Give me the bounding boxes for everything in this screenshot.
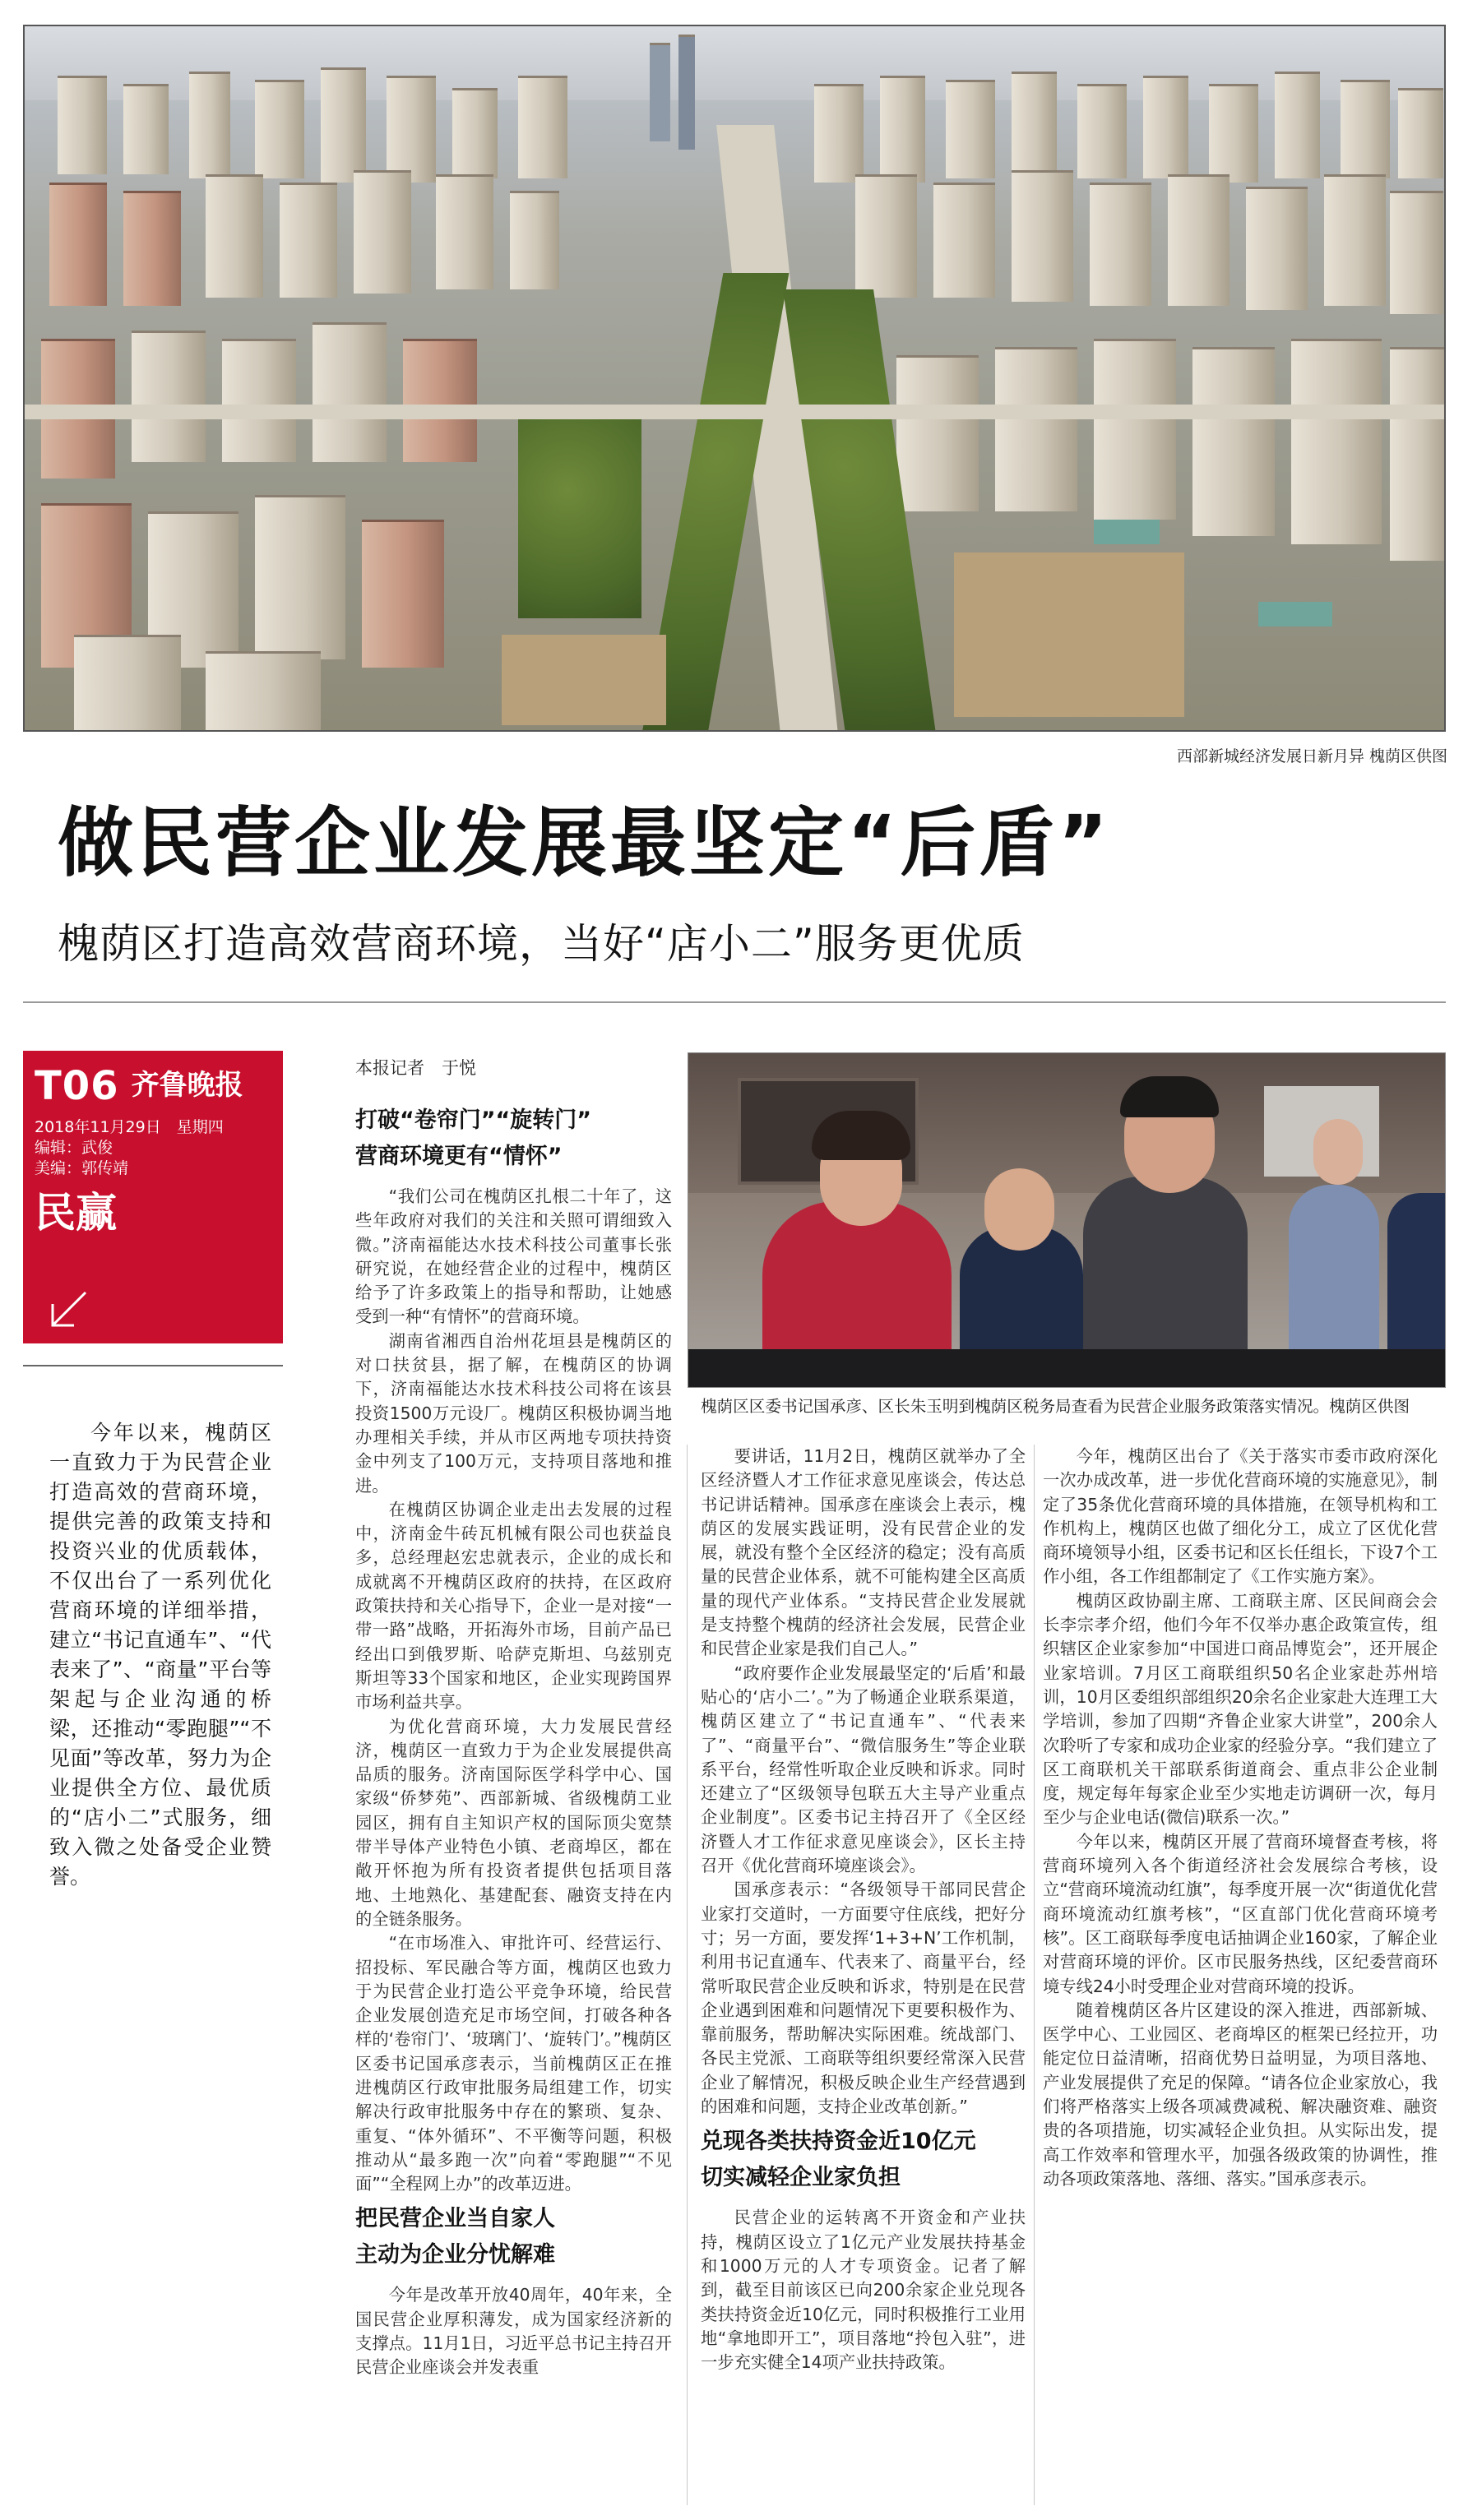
byline: 本报记者 于悦 bbox=[355, 1058, 476, 1078]
column-rule bbox=[1034, 1445, 1035, 2505]
person-face bbox=[984, 1168, 1054, 1251]
building bbox=[1168, 174, 1230, 306]
subheading: 打破“卷帘门”“旋转门” 营商环境更有“情怀” bbox=[355, 1107, 591, 1169]
construction-site bbox=[954, 553, 1184, 717]
building bbox=[1192, 347, 1275, 536]
paragraph: 今年以来，槐荫区开展了营商环境督查考核，将营商环境列入各个街道经济社会发展综合考核，设立“营商环境流动红旗”，每季度开展一次“街道优化营商环境流动红旗考核”，“区直部门优化营商环境考核”。区工商联每季度电话抽调企业160家，了解企业对营商环境的评价。区市民服务热线，区纪委营商环境专线24小时受理企业对营商环境的投诉。 bbox=[1043, 1831, 1438, 1996]
paragraph: 在槐荫区协调企业走出去发展的过程中，济南金牛砖瓦机械有限公司也获益良多，总经理赵宏忠就表示，企业的成长和成就离不开槐荫区政府的扶持，在区政府政策扶持和关心指导下，企业一是对接“一带一路”战略，开拓海外市场，目前产品已经出口到俄罗斯、哈萨克斯坦、乌兹别克斯坦等33个国家和地区，企业实现跨国界市场利益共享。 bbox=[355, 1499, 672, 1713]
person-hair bbox=[1120, 1076, 1219, 1117]
subheading: 把民营企业当自家人 主动为企业分忧解难 bbox=[355, 2206, 555, 2268]
paragraph: 要讲话，11月2日，槐荫区就举办了全区经济暨人才工作征求意见座谈会，传达总书记讲话精神。国承彦在座谈会上表示，槐荫区的发展实践证明，没有民营企业的发展，就没有整个全区经济的稳定；没有高质量的民营企业体系，就不可能构建全区高质量的现代产业体系。“支持民营企业发展就是支持整个槐荫的经济社会发展，民营企业和民营企业家是我们自己人。” bbox=[701, 1446, 1026, 1659]
building bbox=[49, 183, 107, 306]
building bbox=[452, 88, 498, 178]
newspaper-name: 齐鲁晚报 bbox=[131, 1069, 243, 1102]
building bbox=[132, 331, 206, 462]
article-column-1 bbox=[355, 1098, 672, 2504]
photo-credit: 西部新城经济发展日新月异 槐荫区供图 bbox=[1176, 747, 1447, 765]
paragraph: 今年是改革开放40周年，40年来，全国民营企业厚积薄发，成为国家经济新的支撑点。11月1日，习近平总书记主持召开民营企业座谈会并发表重 bbox=[355, 2285, 672, 2378]
building bbox=[255, 495, 345, 659]
building bbox=[933, 183, 995, 298]
building bbox=[855, 174, 917, 298]
building bbox=[189, 72, 230, 178]
building bbox=[362, 520, 444, 668]
building bbox=[1077, 84, 1127, 178]
section-name: 民赢 bbox=[35, 1189, 117, 1237]
designer: 美编：郭传靖 bbox=[35, 1159, 129, 1177]
site-roof bbox=[1258, 602, 1332, 627]
headline: 做民营企业发展最坚定“后盾” bbox=[58, 799, 1111, 887]
building bbox=[354, 170, 411, 294]
photo-counter bbox=[688, 1349, 1445, 1388]
building bbox=[436, 174, 493, 289]
divider bbox=[23, 1001, 1446, 1003]
building bbox=[222, 339, 296, 462]
person-face bbox=[1313, 1119, 1363, 1185]
arrow-down-left-icon bbox=[48, 1289, 89, 1330]
issue-date: 2018年11月29日 星期四 bbox=[35, 1118, 224, 1136]
building bbox=[995, 347, 1077, 511]
column-rule bbox=[687, 1445, 688, 2505]
building bbox=[280, 183, 337, 298]
section-header bbox=[23, 1051, 283, 1343]
person-hair bbox=[812, 1111, 910, 1160]
building bbox=[1143, 76, 1188, 178]
building bbox=[1390, 191, 1443, 314]
paragraph: “在市场准入、审批许可、经营运行、招投标、军民融合等方面，槐荫区也致力于为民营企业打造公平竞争环境，给民营企业发展创造充足市场空间，打破各种各样的‘卷帘门’、‘玻璃门’、‘旋转门’。”槐荫区区委书记国承彦表示，当前槐荫区正在推进槐荫区行政审批服务局组建工作，切实解决行政审批服务中存在的繁琐、复杂、重复、“体外循环”、不平衡等问题，积极推动从“最多跑一次”向着“零跑腿”“不见面”“全程网上办”的改革迈进。 bbox=[355, 1933, 672, 2194]
building bbox=[123, 191, 181, 306]
building bbox=[896, 355, 979, 511]
tower bbox=[650, 43, 670, 141]
officials-photo bbox=[688, 1052, 1446, 1388]
building bbox=[946, 80, 995, 178]
city-aerial-photo bbox=[23, 25, 1446, 732]
building bbox=[1246, 187, 1308, 310]
paragraph: 为优化营商环境，大力发展民营经济，槐荫区一直致力于为企业发展提供高品质的服务。济南国际医学科学中心、国家级“侨梦苑”、西部新城、省级槐荫工业园区，拥有自主知识产权的国际顶尖宽禁带半导体产业特色小镇、老商埠区，都在敞开怀抱为所有投资者提供包括项目落地、土地熟化、基建配套、融资支持在内的全链条服务。 bbox=[355, 1716, 672, 1929]
divider bbox=[23, 1365, 283, 1366]
paragraph: 随着槐荫区各片区建设的深入推进，西部新城、医学中心、工业园区、老商埠区的框架已经拉开，功能定位日益清晰，招商优势日益明显，为项目落地、产业发展提供了充足的保障。“请各位企业家放心，我们将严格落实上级各项减费减税、解决融资难、融资贵的各项措施，切实减轻企业负担。从实际出发，提高工作效率和管理水平，加强各级政策的协调性，推动各项政策落地、落细、落实。”国承彦表示。 bbox=[1043, 2000, 1438, 2189]
building bbox=[321, 67, 366, 183]
building bbox=[58, 76, 107, 174]
building bbox=[1094, 339, 1176, 520]
building bbox=[387, 76, 436, 183]
building bbox=[510, 191, 559, 289]
building bbox=[206, 174, 263, 298]
subheading: 兑现各类扶持资金近10亿元 切实减轻企业家负担 bbox=[701, 2129, 976, 2191]
building bbox=[814, 84, 864, 183]
building bbox=[255, 80, 304, 178]
building bbox=[1291, 339, 1382, 544]
cross-road bbox=[25, 405, 1446, 419]
paragraph: 湖南省湘西自治州花垣县是槐荫区的对口扶贫县，据了解，在槐荫区的协调下，济南福能达水技术科技公司将在该县投资1500万元设厂。槐荫区积极协调当地办理相关手续，并从市区两地专项扶持资金中列支了100万元，支持项目落地和推进。 bbox=[355, 1330, 672, 1496]
building bbox=[123, 84, 169, 174]
building bbox=[1209, 84, 1258, 183]
article-column-2 bbox=[701, 1445, 1026, 2505]
paragraph: “政府要作企业发展最坚定的‘后盾’和最贴心的‘店小二’。”为了畅通企业联系渠道，槐荫区建立了“书记直通车”、“代表来了”、“商量平台”、“微信服务生”等企业联系平台，经常性听取企业反映和诉求。同时还建立了“区级领导包联五大主导产业重点企业制度”。区委书记主持召开了《全区经济暨人才工作征求意见座谈会》，区长主持召开《优化营商环境座谈会》。 bbox=[701, 1662, 1026, 1876]
building bbox=[403, 339, 477, 462]
paragraph: 民营企业的运转离不开资金和产业扶持，槐荫区设立了1亿元产业发展扶持基金和1000万元的人才专项资金。记者了解到，截至目前该区已向200余家企业兑现各类扶持资金近10亿元，同时积极推行工业用地“拿地即开工”，项目落地“拎包入驻”，进一步充实健全14项产业扶持政策。 bbox=[701, 2208, 1026, 2373]
building bbox=[313, 322, 387, 462]
building bbox=[1341, 80, 1390, 178]
building bbox=[1012, 170, 1073, 302]
subheadline: 槐荫区打造高效营商环境，当好“店小二”服务更优质 bbox=[58, 920, 1025, 968]
construction-site bbox=[502, 635, 666, 725]
building bbox=[206, 651, 321, 732]
building bbox=[1390, 347, 1446, 561]
paragraph: 槐荫区政协副主席、工商联主席、区民间商会会长李宗孝介绍，他们今年不仅举办惠企政策宣传，组织辖区企业家参加“中国进口商品博览会”，还开展企业家培训。7月区工商联组织50名企业家赴苏州培训，10月区委组织部组织20余名企业家赴大连理工大学培训，参加了四期“齐鲁企业家大讲堂”，200余人次聆听了专家和成功企业家的经验分享。“我们建立了区工商联机关干部联系街道商会、重点非公企业制度，规定每年每家企业至少实地走访调研一次，每月至少与企业电话(微信)联系一次。” bbox=[1043, 1590, 1438, 1828]
article-column-3 bbox=[1043, 1445, 1438, 2505]
editor: 编辑：武俊 bbox=[35, 1139, 113, 1157]
building bbox=[74, 635, 181, 732]
paragraph: 国承彦表示：“各级领导干部同民营企业家打交道时，一方面要守住底线，把好分寸；另一方面，要发挥‘1+3+N’工作机制，利用书记直通车、代表来了、商量平台，经常听取民营企业反映和诉求，特别是在民营企业遇到困难和问题情况下更要积极作为、靠前服务，帮助解决实际困难。统战部门、各民主党派、工商联等组织要经常深入民营企业了解情况，积极反映企业生产经营遇到的困难和问题，支持企业改革创新。” bbox=[701, 1880, 1026, 2117]
paragraph: “我们公司在槐荫区扎根二十年了，这些年政府对我们的关注和关照可谓细致入微。”济南福能达水技术科技公司董事长张研究说，在她经营企业的过程中，槐荫区给予了许多政策上的指导和帮助，让她感受到一种“有情怀”的营商环境。 bbox=[355, 1186, 672, 1327]
park bbox=[518, 405, 641, 618]
building bbox=[880, 76, 925, 183]
tower bbox=[678, 35, 695, 150]
building bbox=[1324, 174, 1386, 306]
building bbox=[1012, 72, 1057, 178]
paragraph: 今年，槐荫区出台了《关于落实市委市政府深化一次办成改革，进一步优化营商环境的实施意见》，制定了35条优化营商环境的具体措施，在领导机构和工作机构上，槐荫区也做了细化分工，成立了区优化营商环境领导小组，区委书记和区长任组长，下设7个工作小组，各工作组都制定了《工作实施方案》。 bbox=[1043, 1446, 1438, 1587]
photo-caption: 槐荫区区委书记国承彦、区长朱玉明到槐荫区税务局查看为民营企业服务政策落实情况。槐荫区供图 bbox=[701, 1397, 1410, 1416]
building bbox=[1275, 72, 1320, 178]
lead-paragraph: 今年以来，槐荫区一直致力于为民营企业打造高效的营商环境，提供完善的政策支持和投资兴业的优质载体，不仅出台了一系列优化营商环境的详细举措，建立“书记直通车”、“代表来了”、“商量”平台等架起与企业沟通的桥梁，还推动“零跑腿”“不见面”等改革，努力为企业提供全方位、最优质的“店小二”式服务，细致入微之处备受企业赞誉。 bbox=[49, 1421, 271, 1889]
building bbox=[518, 76, 567, 178]
site-roof bbox=[1094, 520, 1160, 544]
building bbox=[1398, 88, 1443, 178]
page-number: T06 bbox=[35, 1063, 119, 1109]
building bbox=[1090, 183, 1151, 306]
